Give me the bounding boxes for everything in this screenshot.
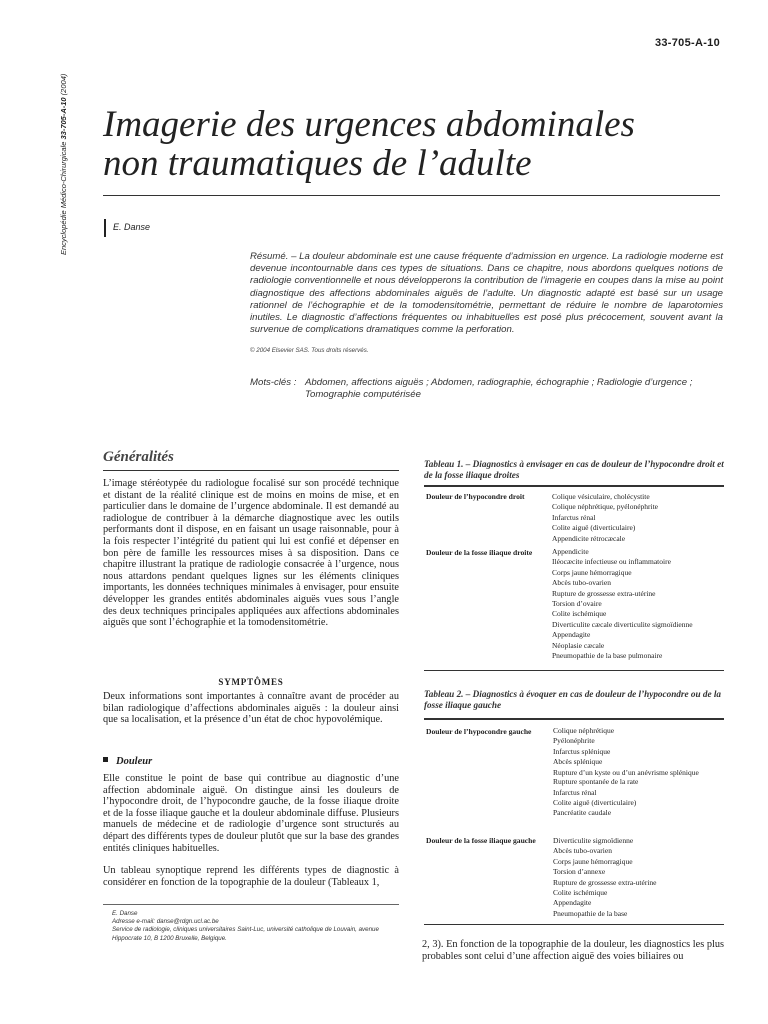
side-reference	[58, 40, 70, 255]
table2-title: Tableau 2. – Diagnostics à évoquer en cas de douleur de l’hypocondre ou de la fosse iliaque gauche	[424, 689, 721, 710]
table2-item: Pneumopathie de la base	[553, 908, 628, 918]
table2-item: Pyélonéphrite	[553, 736, 595, 746]
side-ref-journal: Encyclopédie Médico-Chirurgicale	[59, 141, 68, 255]
table2-row-label: Douleur de l’hypocondre gauche	[426, 727, 532, 736]
table2-item: Colite ischémique	[553, 888, 608, 898]
paragraph-right-continuation: 2, 3). En fonction de la topographie de la douleur, les diagnostics les plus probables sont celui d’une affection aiguë des voies biliaires ou	[422, 939, 724, 963]
table2-item: Rupture spontanée de la rate	[553, 777, 639, 787]
abstract: Résumé. – La douleur abdominale est une cause fréquente d’admission en urgence. La radiologie moderne est devenue incontournable dans ces types de situations. Dans ce chapitre, nous abordons quelques notions de radiologie conventionnelle et nous développerons la contribution de l’imagerie en coupes dans la mise au point diagnostique des affections abdominales aiguës de l’adulte. Un diagnostic adapté est basé sur un usage rationnel de l’échographie et de la tomodensitométrie, permettant de réduire le nombre de laparotomies inutiles. Le diagnostic d’affections fréquentes ou inhabituelles est posé plus précocement, souvent avant la survenue de complications dramatiques comme la perforation.	[250, 251, 723, 336]
article-title	[103, 105, 723, 183]
document-code: 33-705-A-10	[654, 37, 720, 49]
table2-item: Abcès splénique	[553, 757, 603, 767]
author-name: E. Danse	[113, 222, 151, 232]
douleur-heading-label: Douleur	[116, 756, 153, 767]
table2-item: Appendagite	[553, 898, 592, 908]
title-line-1: Imagerie des urgences abdominales	[103, 104, 635, 145]
table2-row-label: Douleur de la fosse iliaque gauche	[426, 836, 536, 845]
table2-item: Infarctus splénique	[553, 746, 611, 756]
table1-item: Appendicite rétrocæcale	[552, 533, 626, 543]
side-ref-code: 33-705-A-10	[59, 97, 68, 140]
table2-item: Rupture d’un kyste ou d’un anévrisme splénique	[553, 767, 699, 777]
table1-item: Rupture de grossesse extra-utérine	[552, 588, 656, 598]
paragraph-douleur: Elle constitue le point de base qui contribue au diagnostic d’une affection abdominale aiguë. On distingue ainsi les douleurs de l’hypocondre droit, de l’hypocondre gauche, de la fosse iliaque droite et de la fosse iliaque gauche et la douleur abdominale diffuse. Plusieurs manuels de médecine et de radiologie d’urgence sont structurés au départ des différents types de douleur plutôt que sur la base des grandes entités cliniques habituelles.	[103, 773, 399, 854]
paragraph-tableau: Un tableau synoptique reprend les différents types de diagnostic à considérer en fonction de la topographie de la douleur (Tableaux 1,	[103, 865, 399, 888]
subheading-symptomes: SYMPTÔMES	[218, 677, 284, 687]
table1-item: Colique vésiculaire, cholécystite	[552, 492, 650, 501]
table1-row-items	[552, 547, 693, 661]
table1-row-label: Douleur de la fosse iliaque droite	[426, 548, 533, 557]
table1-item: Appendicite	[552, 547, 589, 556]
table1-row-label: Douleur de l’hypocondre droit	[426, 492, 525, 501]
table2-item: Colite aiguë (diverticulaire)	[553, 797, 637, 807]
table1-item: Colite aiguë (diverticulaire)	[552, 523, 636, 533]
paragraph-symptomes: Deux informations sont importantes à connaître avant de procéder au bilan radiologique d’affections abdominales aiguës : la douleur ainsi que sa localisation, et la présence d’un état de choc hypovolémique.	[103, 691, 399, 726]
table1-item: Néoplasie cæcale	[552, 640, 605, 650]
table1-item: Colique néphrétique, pyélonéphrite	[552, 502, 659, 512]
footer-divider	[103, 904, 399, 905]
section-title: Généralités	[103, 449, 174, 465]
table1-item: Pneumopathie de la base pulmonaire	[552, 651, 663, 661]
title-line-2: non traumatiques de l’adulte	[103, 143, 532, 184]
square-bullet-icon	[103, 757, 108, 762]
table2-item: Pancréatite caudale	[553, 808, 612, 818]
table1-item: Appendagite	[552, 630, 591, 640]
author-footnote	[112, 910, 402, 943]
table2-item: Diverticulite sigmoïdienne	[553, 836, 634, 845]
table2-item: Colique néphrétique	[553, 726, 615, 735]
table2-item: Infarctus rénal	[553, 787, 597, 797]
table1-item: Torsion d’ovaire	[552, 599, 602, 609]
table1-item: Infarctus rénal	[552, 512, 596, 522]
table2-item: Corps jaune hémorragique	[553, 856, 633, 866]
section-divider	[103, 470, 399, 471]
table2-row-items	[553, 726, 725, 819]
douleur-heading	[103, 756, 152, 767]
table1-bottom-rule	[424, 670, 724, 671]
keywords: Abdomen, affections aiguës ; Abdomen, radiographie, échographie ; Radiologie d’urgence ; Tomographie computérisée	[305, 377, 693, 401]
table2-item: Abcès tubo-ovarien	[553, 846, 612, 856]
author-marker	[104, 219, 106, 237]
table1-item: Iléocæcite infectieuse ou inflammatoire	[552, 557, 671, 567]
table2-item: Torsion d’annexe	[553, 867, 606, 877]
table1-item: Abcès tubo-ovarien	[552, 578, 611, 588]
title-divider	[103, 195, 720, 196]
table1-item: Diverticulite cæcale diverticulite sigmoïdienne	[552, 619, 693, 629]
keywords-label: Mots-clés :	[250, 377, 297, 388]
table1-item: Colite ischémique	[552, 609, 607, 619]
footer-email: Adresse e-mail: danse@rdgn.ucl.ac.be	[112, 918, 219, 926]
table2-top-rule	[424, 718, 724, 720]
copyright: © 2004 Elsevier SAS. Tous droits réservés.	[250, 347, 369, 354]
table1-row-items	[552, 492, 658, 544]
table1-item: Corps jaune hémorragique	[552, 567, 632, 577]
footer-service: Service de radiologie, cliniques universitaires Saint-Luc, université catholique de Louvain, avenue Hippocrate 10, B 1200 Bruxelle, Belgique.	[112, 926, 379, 942]
paragraph-intro: L’image stéréotypée du radiologue focalisé sur son procédé technique et distant de la réalité clinique est de moins en moins de mise, et en particulier dans le domaine de l’urgence abdominale. Il est demandé au radiologue de contribuer à la démarche diagnostique avec les outils performants dont il dispose, en en faisant un usage raisonnable, pour à la fois respecter l’intégrité du patient qui lui est confié et dépenser en bon père de famille les ressources mises à sa disposition. Dans ce chapitre illustrant la pratique de radiologie consacrée à l’urgence, nous nous attardons pendant quelques lignes sur les éléments cliniques importants, les données techniques minimales à envisager, pour ensuite développer les grandes entités abdominales aiguës vues sous l’angle des deux techniques principales appliquées aux affections abdominales aiguës que sont l’échographie et la tomodensitométrie.	[103, 478, 399, 629]
table2-bottom-rule	[424, 924, 724, 925]
table1-top-rule	[424, 485, 724, 487]
side-ref-year: (2004)	[59, 73, 68, 96]
table2-row-items	[553, 836, 657, 919]
table1-title: Tableau 1. – Diagnostics à envisager en cas de douleur de l’hypocondre droit et de la fosse iliaque droites	[424, 459, 724, 480]
table2-item: Rupture de grossesse extra-utérine	[553, 877, 657, 887]
footer-name: E. Danse	[112, 910, 138, 917]
